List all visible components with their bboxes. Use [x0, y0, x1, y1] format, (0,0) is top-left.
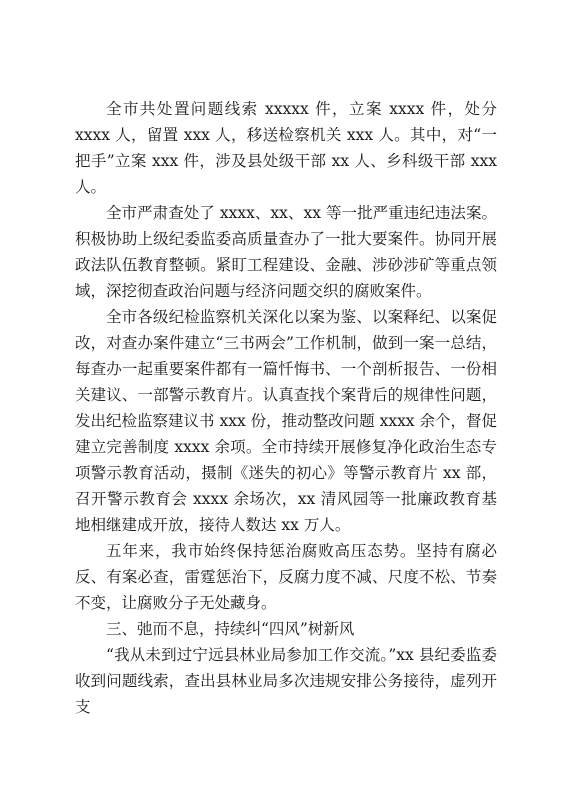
section-heading: 三、弛而不息，持续纠“四风”树新风 [106, 620, 355, 638]
paragraph-case-example: “我从未到过宁远县林业局参加工作交流。”xx 县纪委监委收到问题线索，查出县林业局多次违规安排公务接待，虚列开支 [75, 646, 497, 716]
paragraph-case-statistics: 全市共处置问题线索 xxxxx 件，立案 xxxx 件，处分 xxxx 人，留置 xxx 人，移送检察机关 xxx 人。其中，对“一把手”立案 xxx 件，涉及县处级干部 xx 人、乡科级干部 xxx 人。 [75, 100, 497, 196]
document-body [75, 96, 497, 720]
paragraph-major-cases: 全市严肃查处了 xxxx、xx、xx 等一批严重违纪违法案。积极协助上级纪委监委高质量查办了一批大要案件。协同开展政法队伍教育整顿。紧盯工程建设、金融、涉砂涉矿等重点领域，深挖彻查政治问题与经济问题交织的腐败案件。 [75, 204, 497, 300]
paragraph-warning-education: 全市各级纪检监察机关深化以案为鉴、以案释纪、以案促改，对查办案件建立“三书两会”工作机制，做到一案一总结，每查办一起重要案件都有一篇忏悔书、一个剖析报告、一份相关建议、一部警示教育片。认真查找个案背后的规律性问题，发出纪检监察建议书 xxx 份，推动整改问题 xxxx 余个，督促建立完善制度 xxxx 余项。全市持续开展修复净化政治生态专项警示教育活动，摄制《迷失的初心》等警示教育片 xx 部，召开警示教育会 xxxx 余场次，xx 清风园等一批廉政教育基地相继建成开放，接待人数达 xx 万人。 [75, 308, 497, 534]
paragraph-five-year-summary: 五年来，我市始终保持惩治腐败高压态势。坚持有腐必反、有案必查，雷霆惩治下，反腐力度不减、尺度不松、节奏不变，让腐败分子无处藏身。 [75, 542, 497, 612]
